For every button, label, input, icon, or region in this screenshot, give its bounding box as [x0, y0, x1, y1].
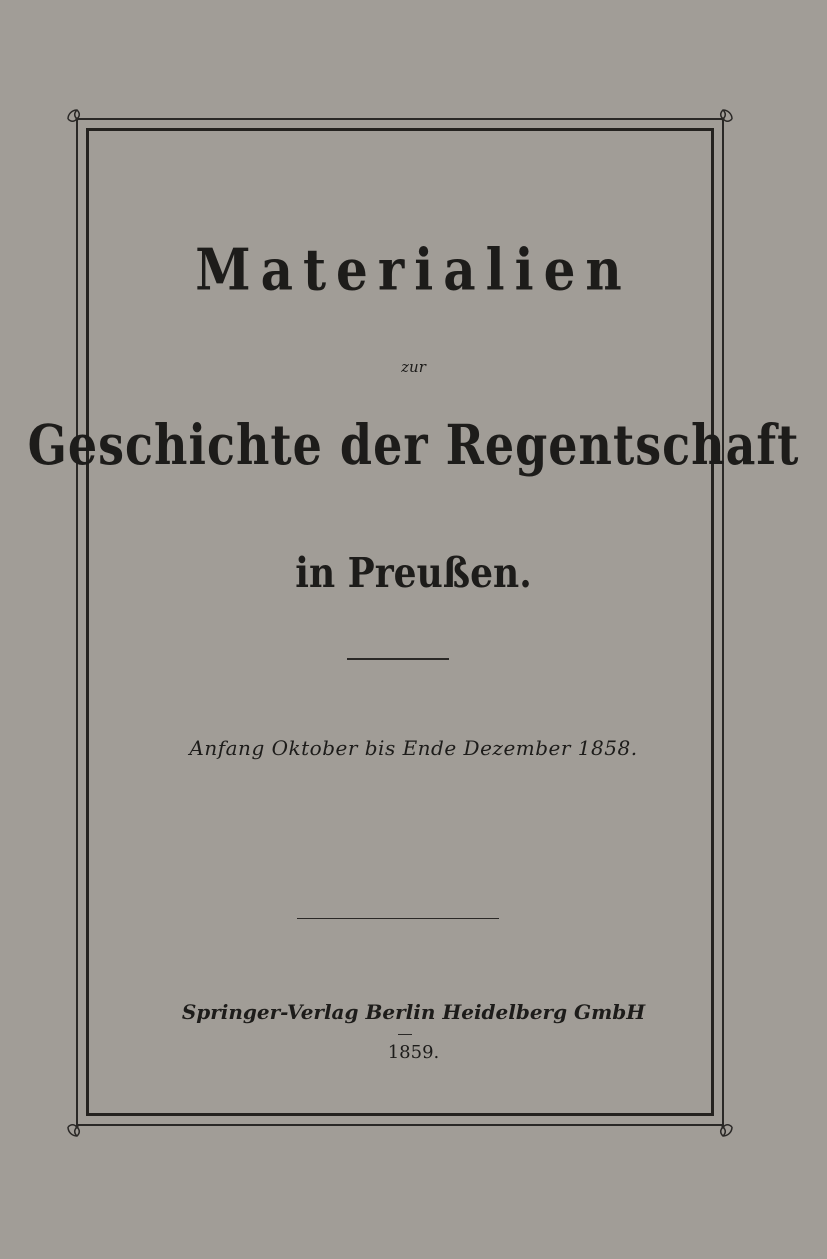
title-line-zur: zur — [401, 358, 426, 376]
title-line-materialien: Materialien — [195, 235, 632, 304]
publisher-dash — [398, 1034, 412, 1035]
divider-rule — [297, 918, 499, 919]
publisher-name: Springer-Verlag Berlin Heidelberg GmbH — [181, 1000, 646, 1024]
title-line-preussen: in Preußen. — [295, 548, 532, 598]
publication-year: 1859. — [387, 1042, 440, 1063]
corner-ornament-icon — [66, 1116, 88, 1138]
divider-rule — [347, 658, 449, 660]
title-line-geschichte: Geschichte der Regentschaft — [27, 412, 800, 478]
corner-ornament-icon — [712, 108, 734, 130]
date-range-subtitle: Anfang Oktober bis Ende Dezember 1858. — [189, 736, 638, 760]
corner-ornament-icon — [66, 108, 88, 130]
corner-ornament-icon — [712, 1116, 734, 1138]
